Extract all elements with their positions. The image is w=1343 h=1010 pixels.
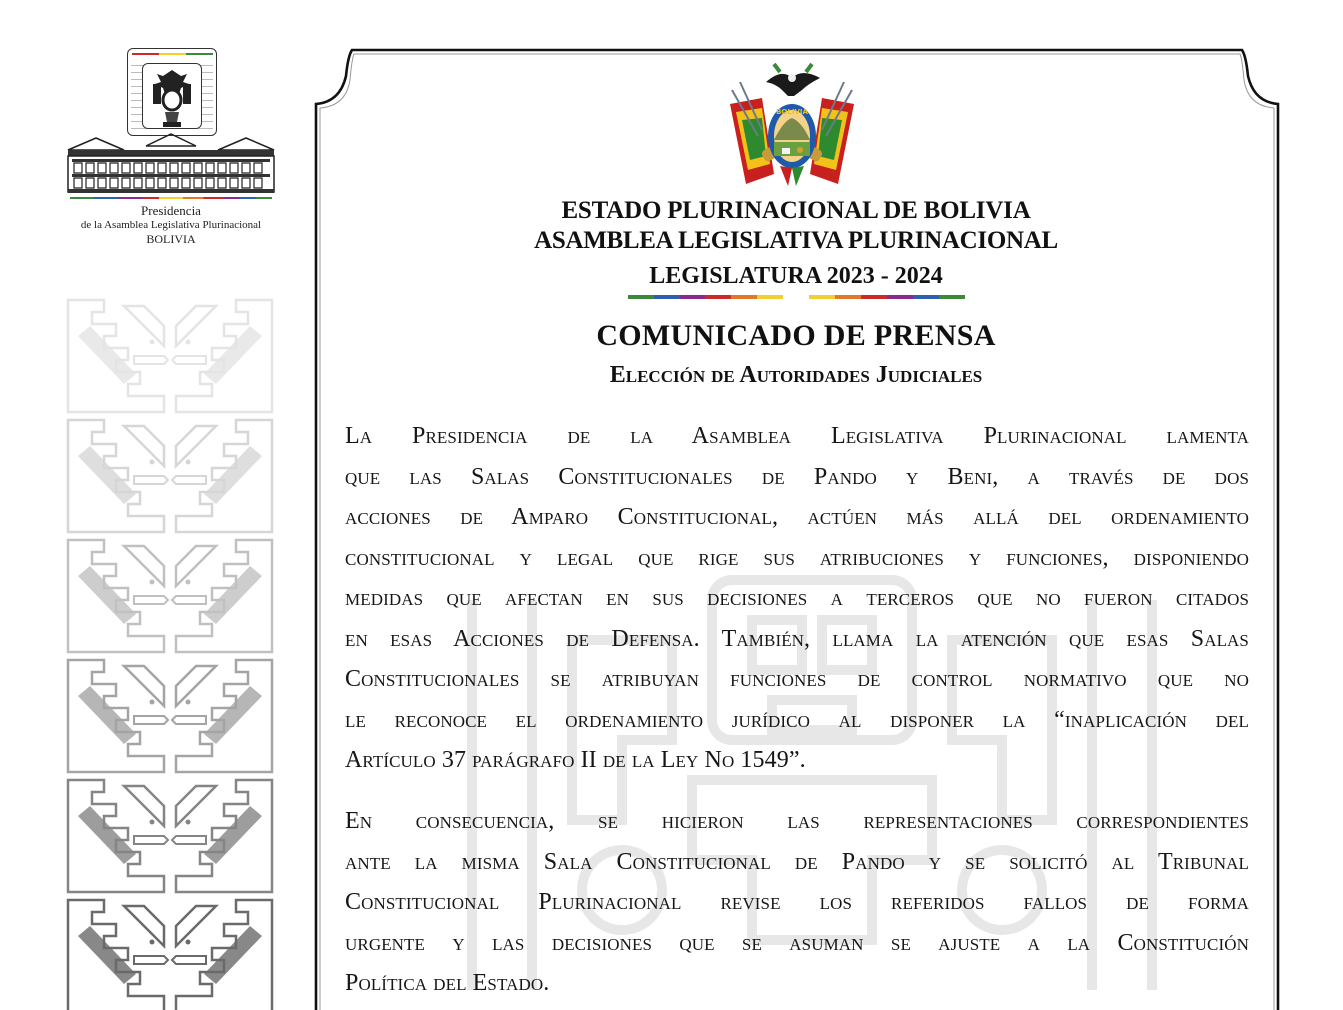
paragraph-line: Artículo 37 parágrafo II de la Ley No 1549”. — [345, 747, 806, 773]
paragraph-line: le reconoce el ordenamiento jurídico al disponer la “inaplicación del — [345, 706, 1249, 733]
body-paragraph-2 — [345, 801, 1249, 1004]
body-paragraph-1 — [345, 416, 1249, 781]
header-legislature: LEGISLATURA 2023 - 2024 — [649, 263, 943, 289]
logo-frame — [127, 48, 217, 136]
paragraph-line: constitucional y legal que rige sus atribuciones y funciones, disponiendo — [345, 544, 1249, 571]
andean-pattern-icon — [64, 296, 276, 1010]
header-state-name: ESTADO PLURINACIONAL DE BOLIVIA — [561, 197, 1031, 224]
paragraph-line: ante la misma Sala Constitucional de Pando y se solicitó al Tribunal — [345, 848, 1249, 875]
paragraph-line: En consecuencia, se hicieron las representaciones correspondientes — [345, 808, 1249, 834]
paragraph-line: acciones de Amparo Constitucional, actúen más allá del ordenamiento — [345, 504, 1249, 530]
coat-of-arms-mini-icon — [142, 63, 202, 129]
logo-line-country: BOLIVIA — [146, 232, 196, 246]
legislative-palace-icon — [66, 132, 276, 194]
wiphala-bar — [70, 197, 272, 199]
paragraph-line: en esas Acciones de Defensa. También, llama la atención que esas Salas — [345, 625, 1249, 652]
wiphala-divider-right — [809, 295, 965, 299]
logo-caption — [62, 204, 280, 246]
document-subtitle: Elección de Autoridades Judiciales — [609, 362, 983, 388]
paragraph-line: urgente y las decisiones que se asuman se ajuste a la Constitución — [345, 929, 1249, 956]
paragraph-line: Política del Estado. — [345, 970, 550, 996]
header-assembly-name: ASAMBLEA LEGISLATIVA PLURINACIONAL — [534, 227, 1058, 254]
bolivia-coat-of-arms-icon — [722, 56, 862, 196]
paragraph-line: que las Salas Constitucionales de Pando y Beni, a través de dos — [345, 463, 1249, 490]
wiphala-divider-left — [628, 295, 783, 299]
logo-line-assembly: de la Asamblea Legislativa Plurinacional — [80, 219, 262, 231]
andean-pattern-strip — [64, 296, 276, 1010]
svg-text:BOLIVIA: BOLIVIA — [776, 108, 808, 116]
document-title: COMUNICADO DE PRENSA — [596, 319, 996, 352]
paragraph-line: Constitucionales se atribuyan funciones de control normativo que no — [345, 666, 1249, 692]
logo-line-presidencia: Presidencia — [141, 203, 201, 218]
paragraph-line: medidas que afectan en sus decisiones a terceros que no fueron citados — [345, 585, 1249, 611]
paragraph-line: La Presidencia de la Asamblea Legislativa Plurinacional lamenta — [345, 423, 1249, 449]
paragraph-line: Constitucional Plurinacional revise los referidos fallos de forma — [345, 889, 1249, 915]
presidency-logo — [62, 46, 280, 256]
